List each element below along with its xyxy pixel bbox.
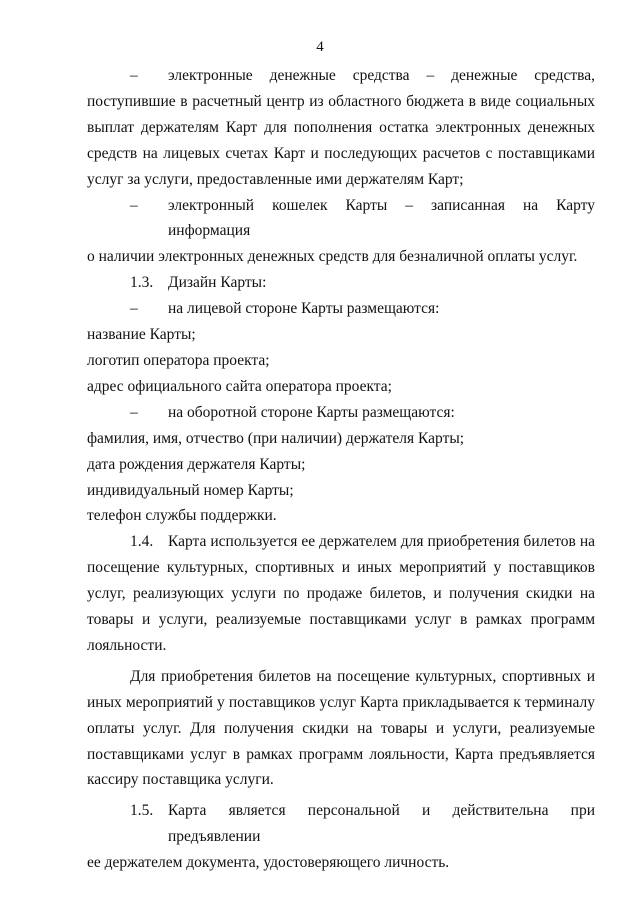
section-1-4: [87, 529, 595, 555]
paragraph-first-line: Карта является персональной и действительна при предъявлении: [168, 802, 595, 846]
front-side-heading: [87, 296, 595, 322]
dash-marker: –: [130, 403, 138, 421]
section-number: 1.4.: [130, 533, 154, 551]
dash-marker: –: [130, 300, 138, 318]
section-1-3: [87, 270, 595, 296]
paragraph-first-line: электронный кошелек Карты – записанная на Карту информация: [168, 196, 595, 240]
paragraph-card-usage: Для приобретения билетов на посещение культурных, спортивных и иных мероприятий у поставщиков услуг Карта прикладывается к терминалу оплаты услуг. Для получения скидки на товары и услуги, реализуемые поставщиками услуг в рамках программ лояльности, Карта предъявляется кассиру поставщика услуги.: [87, 667, 595, 789]
section-number: 1.3.: [130, 274, 154, 292]
paragraph-continuation: посещение культурных, спортивных и иных мероприятий у поставщиков услуг, реализующих услуги по продаже билетов, и получения скидки на товары и услуги, реализуемые поставщиками услуг в рамках программ лояльности.: [87, 559, 595, 654]
page-number: 4: [316, 39, 324, 55]
list-item: дата рождения держателя Карты;: [87, 455, 306, 473]
dash-marker: –: [130, 67, 138, 84]
definition-electronic-money: [87, 63, 595, 89]
list-item: индивидуальный номер Карты;: [87, 481, 294, 499]
section-title: Дизайн Карты:: [168, 274, 267, 292]
paragraph-continuation: ее держателем документа, удостоверяющего личность.: [87, 854, 450, 872]
list-item: телефон службы поддержки.: [87, 507, 277, 525]
dash-marker: –: [130, 196, 138, 214]
section-1-5: [87, 798, 595, 850]
list-item: адрес официального сайта оператора проекта;: [87, 377, 392, 395]
back-side-heading: [87, 400, 595, 426]
paragraph-first-line: электронные денежные средства – денежные средства,: [168, 67, 595, 84]
paragraph-first-line: Карта используется ее держателем для приобретения билетов на: [168, 533, 595, 551]
paragraph-continuation: поступившие в расчетный центр из областного бюджета в виде социальных выплат держателям Карт для пополнения остатка электронных денежных средств на лицевых счетах Карт и последующих расчетов с поставщиками услуг за услуги, предоставленные ими держателям Карт;: [87, 92, 595, 188]
back-side-title: на оборотной стороне Карты размещаются:: [168, 403, 455, 421]
document-body: [87, 63, 595, 876]
list-item: логотип оператора проекта;: [87, 351, 270, 369]
section-number: 1.5.: [130, 802, 154, 820]
list-item: название Карты;: [87, 326, 196, 344]
definition-electronic-wallet: [87, 193, 595, 245]
list-item: фамилия, имя, отчество (при наличии) держателя Карты;: [87, 429, 465, 447]
front-side-title: на лицевой стороне Карты размещаются:: [168, 300, 440, 318]
paragraph-continuation: о наличии электронных денежных средств для безналичной оплаты услуг.: [87, 248, 578, 266]
